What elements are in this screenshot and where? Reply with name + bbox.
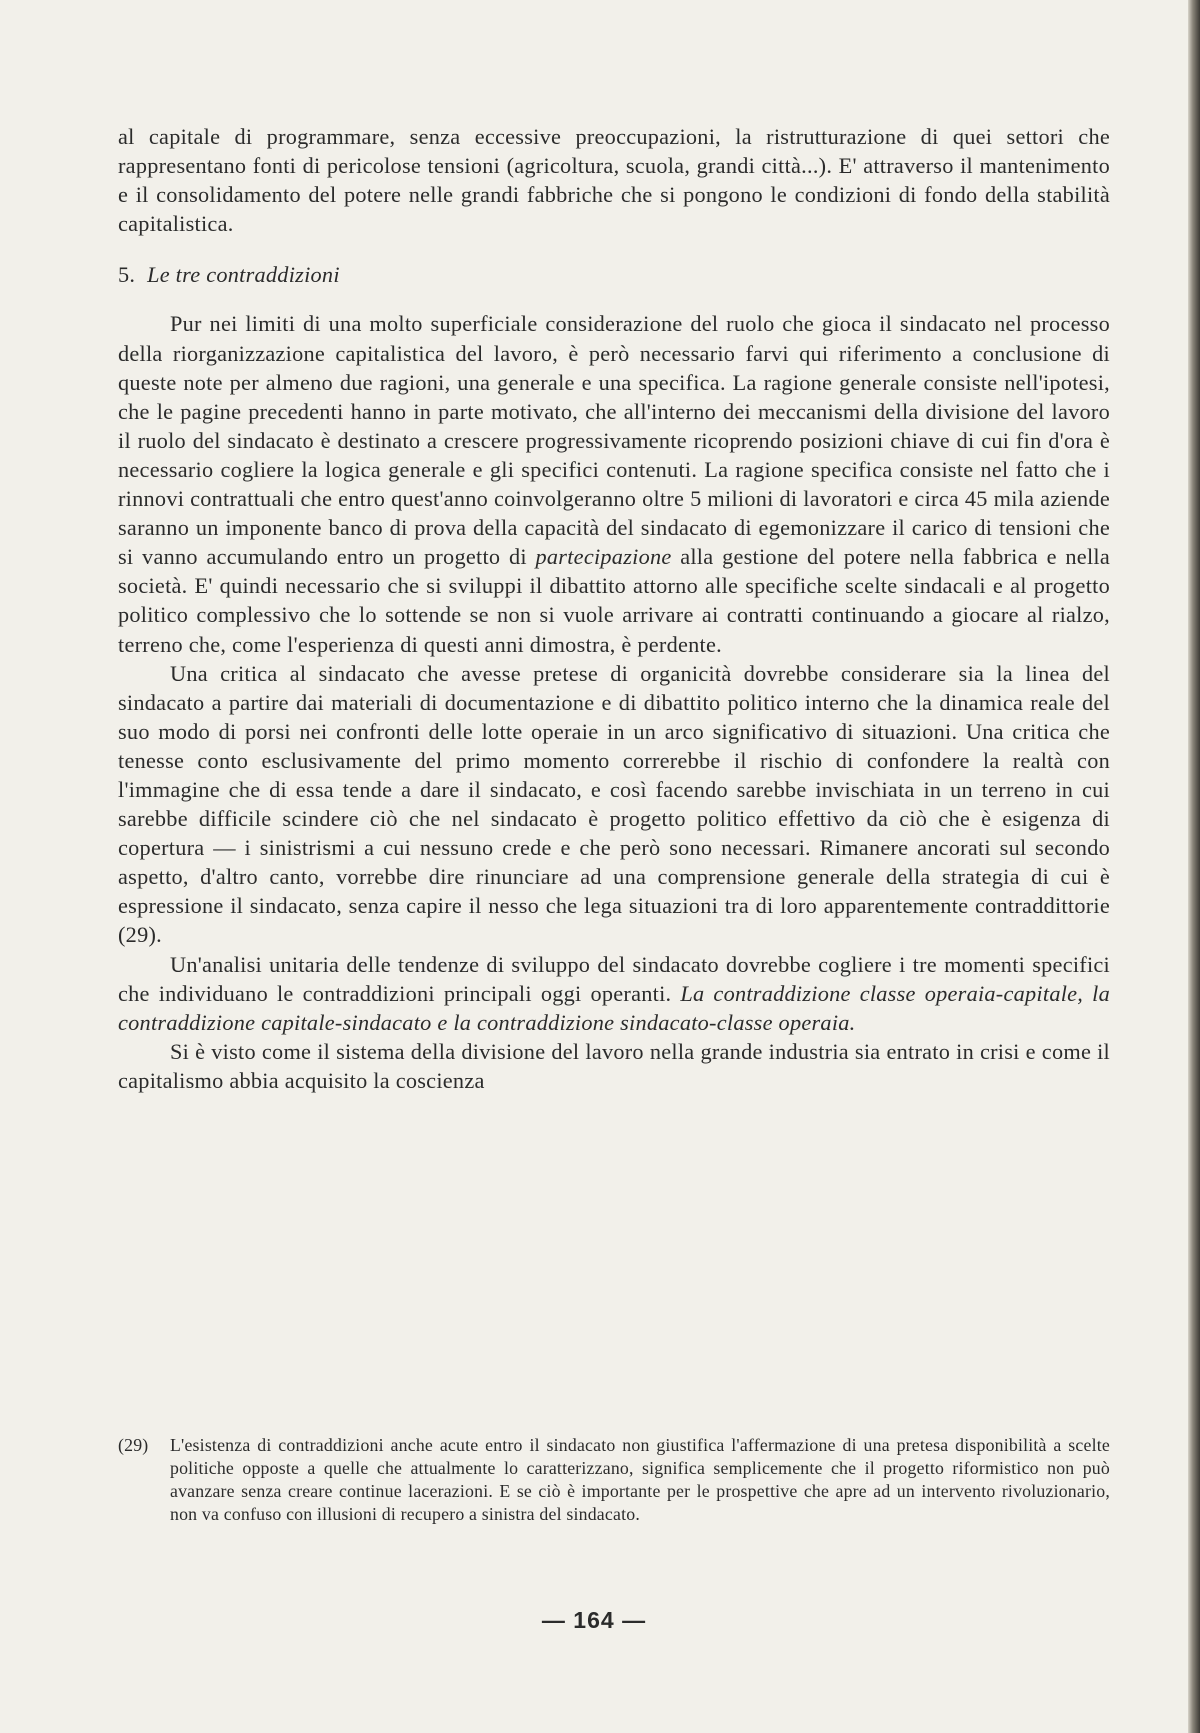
paragraph-2: Una critica al sindacato che avesse pretese di organicità dovrebbe considerare sia la linea del sindacato a partire dai materiali di documentazione e di dibattito politico interno che la dinamica reale del suo modo di porsi nei confronti delle lotte operaie in un arco significativo di situazioni. Una critica che tenesse conto esclusivamente del primo momento correrebbe il rischio di confondere la realtà con l'immagine che di essa tende a dare il sindacato, e così facendo sarebbe invischiata in un terreno in cui sarebbe difficile scindere ciò che nel sindacato è progetto politico effettivo da ciò che è esigenza di copertura — i sinistrismi a cui nessuno crede e che però sono necessari. Rimanere ancorati sul secondo aspetto, d'altro canto, vorrebbe dire rinunciare ad una comprensione generale della strategia di cui è espressione il sindacato, senza capire il nesso che lega situazioni tra di loro apparentemente contraddittorie (29). — [118, 660, 1110, 948]
section-number: 5. — [118, 262, 136, 288]
page-number: — 164 — — [541, 1607, 647, 1633]
main-text — [118, 122, 1110, 1095]
section-heading — [118, 260, 1110, 289]
section-title: Le tre contraddizioni — [147, 262, 340, 288]
paragraph-1 — [118, 309, 1110, 658]
page-edge-shadow — [1188, 0, 1200, 1733]
paragraph-1-italic: partecipazione — [535, 544, 672, 570]
paragraph-1-text-b: alla gestione del potere nella fabbrica e nella società. E' quindi necessario che si sviluppi il dibattito attorno alle specifiche scelte sindacali e al progetto politico complessivo che lo sottende se non si vuole arrivare ai contratti continuando a giocare al rialzo, terreno che, come l'esperienza di questi anni dimostra, è perdente. — [118, 544, 1110, 657]
paragraph-4: Si è visto come il sistema della divisione del lavoro nella grande industria sia entrato in crisi e come il capitalismo abbia acquisito la coscienza — [118, 1038, 1110, 1093]
paragraph-1-text-a: Pur nei limiti di una molto superficiale considerazione del ruolo che gioca il sindacato nel processo della riorganizzazione capitalistica del lavoro, è però necessario farvi qui riferimento a conclusione di queste note per almeno due ragioni, una generale e una specifica. La ragione generale consiste nell'ipotesi, che le pagine precedenti hanno in parte motivato, che all'interno dei meccanismi della divisione del lavoro il ruolo del sindacato è destinato a crescere progressivamente ricoprendo posizioni chiave di cui fin d'ora è necessario cogliere la logica generale e gli specifici contenuti. La ragione specifica consiste nel fatto che i rinnovi contrattuali che entro quest'anno coinvolgeranno oltre 5 milioni di lavoratori e circa 45 mila aziende saranno un imponente banco di prova della capacità del sindacato di egemonizzare il carico di tensioni che si vanno accumulando entro un progetto di — [118, 311, 1110, 570]
footnote — [118, 1434, 1110, 1526]
paragraph-3-text: Un'analisi unitaria delle tendenze di sviluppo del sindacato dovrebbe cogliere i tre momenti specifici che individuano le contraddizioni principali oggi operanti. — [118, 951, 1110, 1006]
footnote-ref: (29) — [118, 1435, 149, 1455]
opening-paragraph: al capitale di programmare, senza eccessive preoccupazioni, la ristrutturazione di quei settori che rappresentano fonti di pericolose tensioni (agricoltura, scuola, grandi città...). E' attraverso il mantenimento e il consolidamento del potere nelle grandi fabbriche che si pongono le condizioni di fondo della stabilità capitalistica. — [118, 124, 1110, 237]
footnote-text: L'esistenza di contraddizioni anche acute entro il sindacato non giustifica l'affermazione di una pretesa disponibilità a scelte politiche opposte a quelle che attualmente lo caratterizzano, significa semplicemente che il progetto riformistico non può avanzare senza creare continue lacerazioni. E se ciò è importante per le prospettive che apre ad un intervento rivoluzionario, non va confuso con illusioni di recupero a sinistra del sindacato. — [170, 1435, 1110, 1524]
paragraph-3-italic: La contraddizione classe operaia-capitale, la contraddizione capitale-sindacato e la contraddizione sindacato-classe operaia. — [118, 980, 1110, 1035]
paragraph-3 — [118, 950, 1110, 1037]
